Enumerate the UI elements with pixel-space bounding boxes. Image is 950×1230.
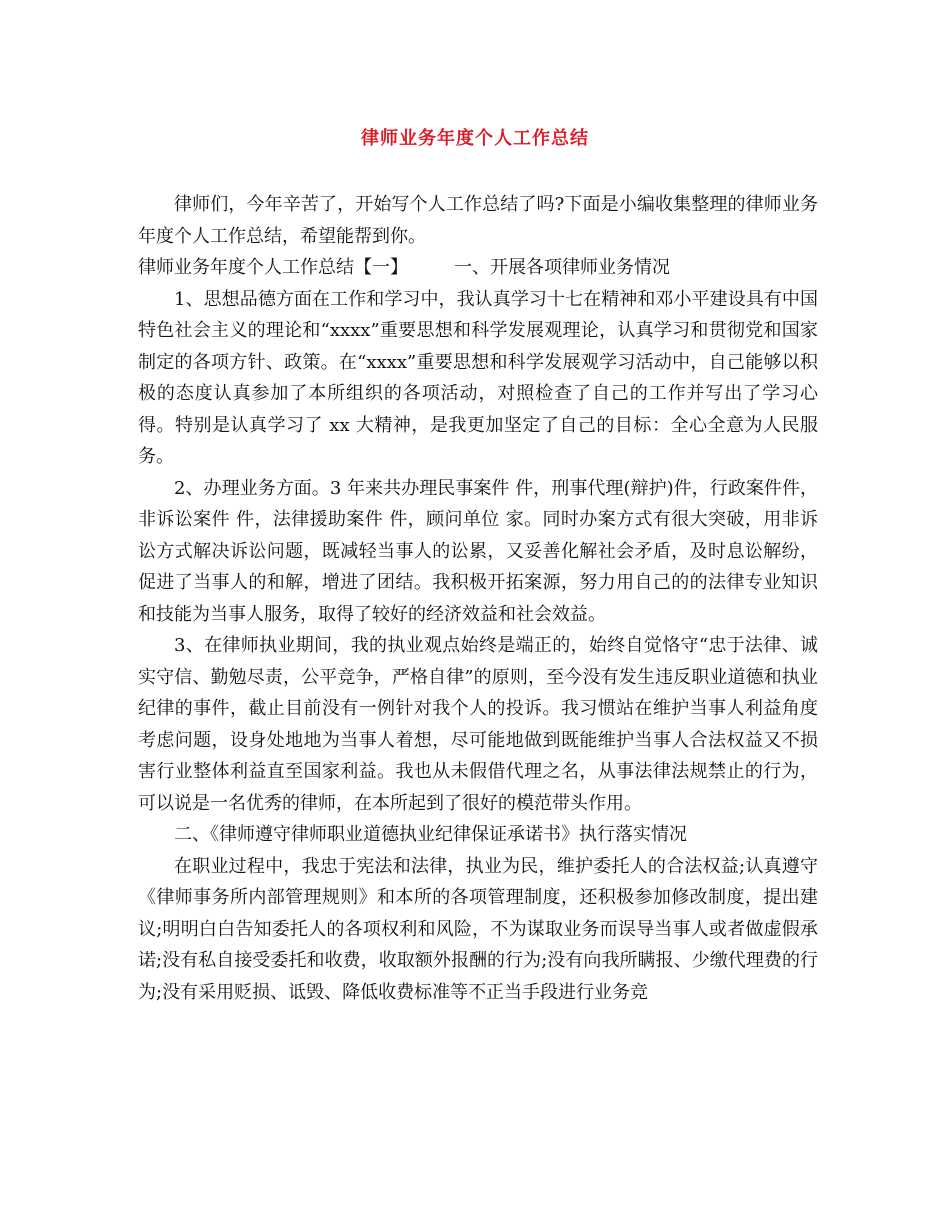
section-1-subheading: 一、开展各项律师业务情况 bbox=[454, 257, 670, 278]
section-1-heading: 律师业务年度个人工作总结【一】 bbox=[138, 257, 408, 278]
intro-paragraph: 律师们，今年辛苦了，开始写个人工作总结了吗?下面是小编收集整理的律师业务年度个人工作总结，希望能帮到你。 bbox=[138, 194, 818, 247]
paragraph-1: 1、思想品德方面在工作和学习中，我认真学习十七在精神和邓小平建设具有中国特色社会主义的理论和“xxxx”重要思想和科学发展观理论，认真学习和贯彻党和国家制定的各项方针、政策。在“xxxx”重要思想和科学发展观学习活动中，自己能够以积极的态度认真参加了本所组织的各项活动，对照检查了自己的工作并写出了学习心得。特别是认真学习了 xx 大精神，是我更加坚定了自己的目标：全心全意为人民服务。 bbox=[138, 288, 818, 467]
section-2-heading: 二、《律师遵守律师职业道德执业纪律保证承诺书》执行落实情况 bbox=[174, 824, 687, 845]
document-title: 律师业务年度个人工作总结 bbox=[361, 128, 589, 149]
paragraph-2: 2、办理业务方面。3 年来共办理民事案件 件，刑事代理(辩护)件，行政案件件，非诉讼案件 件，法律援助案件 件，顾问单位 家。同时办案方式有很大突破，用非诉讼方式解决诉讼问题，既减轻当事人的讼累，又妥善化解社会矛盾，及时息讼解纷，促进了当事人的和解，增进了团结。我积极开拓案源，努力用自己的的法律专业知识和技能为当事人服务，取得了较好的经济效益和社会效益。 bbox=[138, 477, 818, 625]
paragraph-4: 在职业过程中，我忠于宪法和法律，执业为民，维护委托人的合法权益;认真遵守《律师事务所内部管理规则》和本所的各项管理制度，还积极参加修改制度，提出建议;明明白白告知委托人的各项权利和风险，不为谋取业务而误导当事人或者做虚假承诺;没有私自接受委托和收费，收取额外报酬的行为;没有向我所瞒报、少缴代理费的行为;没有采用贬损、诋毁、降低收费标准等不正当手段进行业务竞 bbox=[138, 855, 818, 1003]
paragraph-3: 3、在律师执业期间，我的执业观点始终是端正的，始终自觉恪守“忠于法律、诚实守信、勤勉尽责，公平竞争，严格自律”的原则，至今没有发生违反职业道德和执业纪律的事件，截止目前没有一例针对我个人的投诉。我习惯站在维护当事人利益角度考虑问题，设身处地地为当事人着想，尽可能地做到既能维护当事人合法权益又不损害行业整体利益直至国家利益。我也从未假借代理之名，从事法律法规禁止的行为，可以说是一名优秀的律师，在本所起到了很好的模范带头作用。 bbox=[138, 635, 818, 814]
document-body bbox=[138, 189, 818, 1008]
section-1-heading-line bbox=[138, 252, 818, 284]
